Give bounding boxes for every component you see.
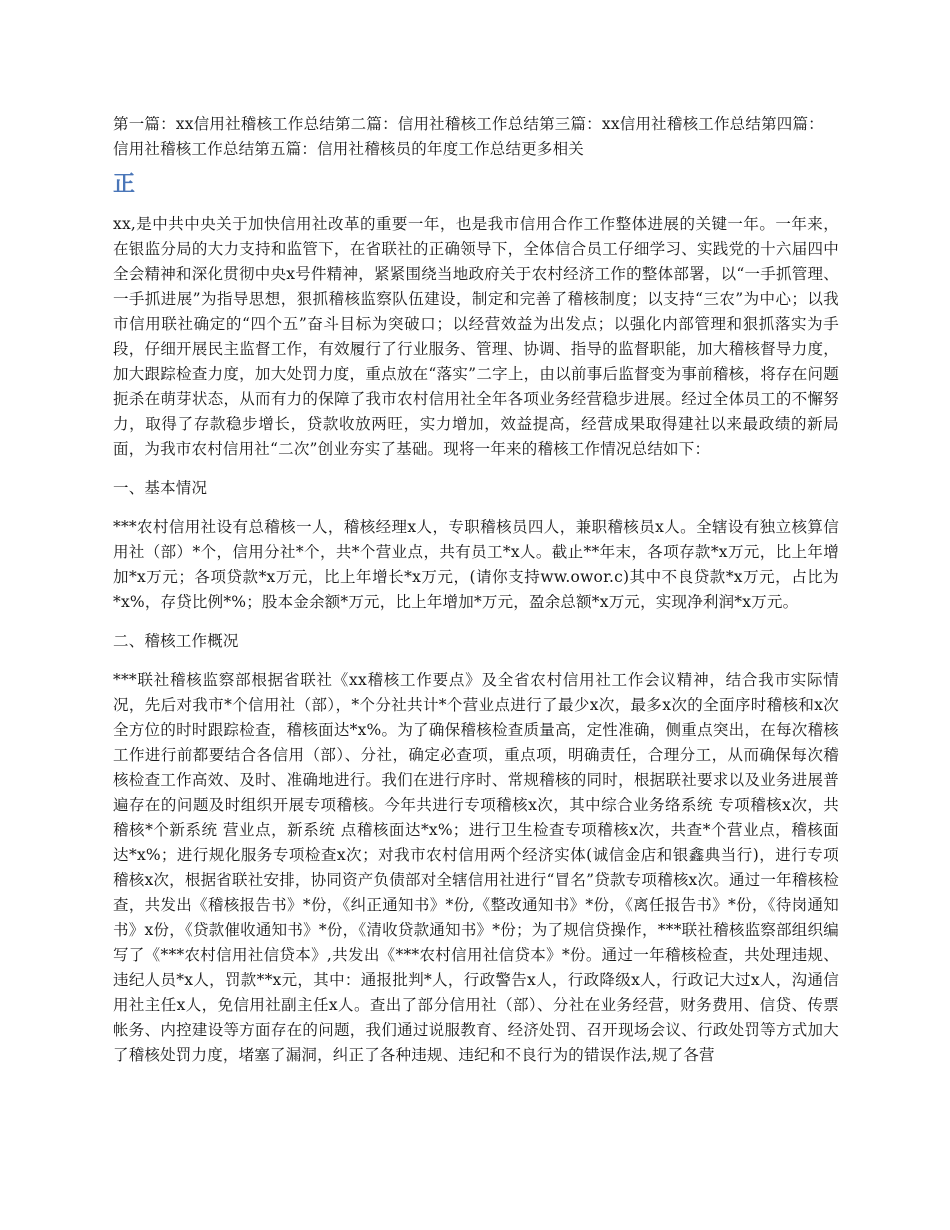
paragraph-overview: ***联社稽核监察部根据省联社《xx稽核工作要点》及全省农村信用社工作会议精神，结合我市实际情况，先后对我市*个信用社（部），*个分社共计*个营业点进行了最少x次，最多x次的全面序时稽核和x次全方位的时时跟踪检查，稽核面达*x%。为了确保稽核检查质量高，定性准确，侧重点突出，在每次稽核工作进行前都要结合各信用（部）、分社，确定必查项，重点项，明确责任，合理分工，从而确保每次稽核检查工作高效、及时、准确地进行。我们在进行序时、常规稽核的同时，根据联社要求以及业务进展普遍存在的问题及时组织开展专项稽核。今年共进行专项稽核x次，其中综合业务络系统 专项稽核x次，共稽核*个新系统 营业点，新系统 点稽核面达*x%；进行卫生检查专项稽核x次，共查*个营业点，稽核面达*x%；进行规化服务专项检查x次；对我市农村信用两个经济实体(诚信金店和银鑫典当行)，进行专项稽核x次，根据省联社安排，协同资产负债部对全辖信用社进行“冒名”贷款专项稽核x次。通过一年稽核检查，共发出《稽核报告书》*份，《纠正通知书》*份,《整改通知书》*份，《离任报告书》*份，《待岗通知书》x份，《贷款催收通知书》*份，《清收贷款通知书》*份；为了规信贷操作，***联社稽核监察部组织编写了《***农村信用社信贷本》,共发出《***农村信用社信贷本》*份。通过一年稽核检查，共处理违规、违纪人员*x人，罚款**x元，其中：通报批判*人，行政警告x人，行政降级x人，行政记大过x人，沟通信用社主任x人，免信用社副主任x人。查出了部分信用社（部）、分社在业务经营，财务费用、信贷、传票帐务、内控建设等方面存在的问题，我们通过说服教育、经济处罚、召开现场会议、行政处罚等方式加大了稽核处罚力度，堵塞了漏洞，纠正了各种违规、违纪和不良行为的错误作法,规了各营 [113,671,839,1064]
section-title-basic: 一、基本情况 [113,479,208,497]
intro-text: 第一篇：xx信用社稽核工作总结第二篇：信用社稽核工作总结第三篇：xx信用社稽核工作总结第四篇：信用社稽核工作总结第五篇：信用社稽核员的年度工作总结更多相关 [113,115,824,158]
section-heading: 正 [113,172,136,197]
paragraph-basic-info: ***农村信用社设有总稽核一人，稽核经理x人，专职稽核员四人，兼职稽核员x人。全辖设有独立核算信用社（部）*个，信用分社*个，共*个营业点，共有员工*x人。截止**年末，各项存款*x万元，比上年增加*x万元；各项贷款*x万元，比上年增长*x万元，(请你支持ww.owor.c)其中不良贷款*x万元，占比为*x%，存贷比例*%；股本金余额*万元，比上年增加*万元，盈余总额*x万元，实现净利润*x万元。 [113,518,839,611]
section-title-overview: 二、稽核工作概况 [113,632,239,650]
document-page [113,112,839,1082]
paragraph-opening: xx,是中共中央关于加快信用社改革的重要一年，也是我市信用合作工作整体进展的关键一年。一年来，在银监分局的大力支持和监管下，在省联社的正确领导下，全体信合员工仔细学习、实践党的十六届四中全会精神和深化贯彻中央x号件精神，紧紧围绕当地政府关于农村经济工作的整体部署，以“一手抓管理、一手抓进展”为指导思想，狠抓稽核监察队伍建设，制定和完善了稽核制度；以支持“三农”为中心；以我市信用联社确定的“四个五”奋斗目标为突破口；以经营效益为出发点；以强化内部管理和狠抓落实为手段，仔细开展民主监督工作，有效履行了行业服务、管理、协调、指导的监督职能，加大稽核督导力度，加大跟踪检查力度，加大处罚力度，重点放在“落实”二字上，由以前事后监督变为事前稽核，将存在问题扼杀在萌芽状态，从而有力的保障了我市农村信用社全年各项业务经营稳步进展。经过全体员工的不懈努力，取得了存款稳步增长，贷款收放两旺，实力增加，效益提高，经营成果取得建社以来最政绩的新局面，为我市农村信用社“二次”创业夯实了基础。现将一年来的稽核工作情况总结如下： [113,215,839,458]
